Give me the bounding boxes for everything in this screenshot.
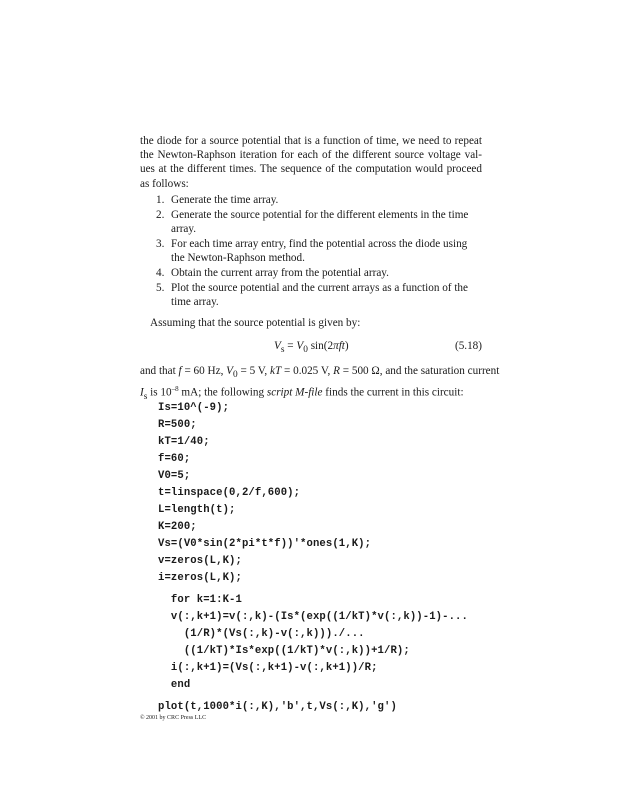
code-line: end bbox=[158, 679, 191, 691]
text-run: finds the current in this circuit: bbox=[322, 387, 464, 400]
code-line: i(:,k+1)=(Vs(:,k+1)-v(:,k+1))/R; bbox=[158, 662, 378, 674]
var-f: f bbox=[178, 365, 182, 377]
code-line: f=60; bbox=[158, 453, 191, 465]
code-line: v(:,k+1)=v(:,k)-(Is*(exp((1/kT)*v(:,k))-1)-... bbox=[158, 611, 468, 623]
step-number: 1. bbox=[156, 194, 165, 206]
eq-pi: π bbox=[333, 340, 339, 352]
code-line: (1/R)*(Vs(:,k)-v(:,k)))./... bbox=[158, 628, 365, 640]
text-run: is 10 bbox=[147, 387, 172, 400]
intro-line: the Newton-Raphson iteration for each of the different source voltage val- bbox=[140, 149, 482, 162]
step-text: Obtain the current array from the potential array. bbox=[171, 266, 389, 279]
step-number: 3. bbox=[156, 237, 165, 250]
code-line: Vs=(V0*sin(2*pi*t*f))'*ones(1,K); bbox=[158, 538, 372, 550]
text-run: and that bbox=[140, 365, 179, 377]
steps-list bbox=[140, 194, 482, 311]
eq-func: sin(2 bbox=[307, 340, 334, 352]
code-line: L=length(t); bbox=[158, 504, 236, 516]
eq-ft: ft bbox=[338, 340, 345, 352]
eq-equals: = bbox=[284, 340, 297, 352]
eq-lhs-sub: s bbox=[280, 345, 285, 356]
eq-close: ) bbox=[344, 340, 349, 352]
step-text: Plot the source potential and the current arrays as a function of the time array. bbox=[171, 281, 468, 308]
step-text: Generate the source potential for the different elements in the time array. bbox=[171, 209, 469, 235]
intro-line: ues at the different times. The sequence of the computation would proceed bbox=[140, 163, 482, 176]
code-line: V0=5; bbox=[158, 470, 191, 482]
list-item bbox=[140, 282, 482, 309]
code-line: ((1/kT)*Is*exp((1/kT)*v(:,k))+1/R); bbox=[158, 645, 410, 657]
code-line: i=zeros(L,K); bbox=[158, 572, 242, 584]
intro-paragraph bbox=[140, 134, 482, 191]
text-run: = 5 V, bbox=[237, 365, 271, 377]
given-line-1 bbox=[140, 364, 500, 382]
sub-0: 0 bbox=[233, 370, 238, 381]
eq-rhs-var: V bbox=[296, 340, 304, 352]
script-mfile-term: script M-file bbox=[266, 387, 323, 400]
code-line: kT=1/40; bbox=[158, 436, 210, 448]
var-v0: V bbox=[226, 365, 234, 377]
code-line: for k=1:K-1 bbox=[158, 594, 242, 606]
text-run: mA; the following bbox=[178, 387, 267, 400]
text-run: = 60 Hz, bbox=[181, 365, 227, 377]
given-paragraph bbox=[140, 364, 500, 405]
intro-line: as follows: bbox=[140, 177, 189, 190]
var-r: R bbox=[333, 365, 340, 377]
code-line: K=200; bbox=[158, 521, 197, 533]
var-is: I bbox=[140, 387, 144, 400]
code-line: Is=10^(-9); bbox=[158, 402, 230, 414]
equation-number: (5.18) bbox=[454, 340, 482, 352]
step-number: 2. bbox=[156, 209, 165, 222]
eq-lhs-var: V bbox=[274, 340, 281, 352]
assuming-paragraph: Assuming that the source potential is given by: bbox=[150, 317, 361, 329]
step-text: For each time array entry, find the potential across the diode using the Newton-Raphson method. bbox=[171, 237, 468, 264]
sub-s: s bbox=[143, 392, 148, 403]
eq-rhs-sub: 0 bbox=[303, 345, 308, 356]
list-item bbox=[140, 194, 482, 208]
code-line: t=linspace(0,2/f,600); bbox=[158, 487, 301, 499]
equation-5-18 bbox=[140, 340, 482, 356]
step-number: 4. bbox=[156, 266, 165, 279]
code-line: plot(t,1000*i(:,K),'b',t,Vs(:,K),'g') bbox=[158, 701, 397, 713]
text-run: = 0.025 V, bbox=[281, 365, 334, 377]
list-item bbox=[140, 209, 482, 236]
step-number: 5. bbox=[156, 281, 165, 294]
exponent: –8 bbox=[171, 385, 179, 394]
list-item bbox=[140, 267, 482, 281]
list-item bbox=[140, 238, 482, 265]
step-text: Generate the time array. bbox=[171, 194, 279, 206]
equation-body bbox=[274, 340, 349, 355]
var-kt: kT bbox=[270, 365, 282, 377]
code-line: R=500; bbox=[158, 419, 197, 431]
copyright-footer: © 2001 by CRC Press LLC bbox=[140, 715, 207, 721]
text-run: = 500 Ω, and the saturation current bbox=[339, 365, 500, 377]
intro-line: the diode for a source potential that is a function of time, we need to repeat bbox=[140, 135, 482, 147]
code-line: v=zeros(L,K); bbox=[158, 555, 242, 567]
